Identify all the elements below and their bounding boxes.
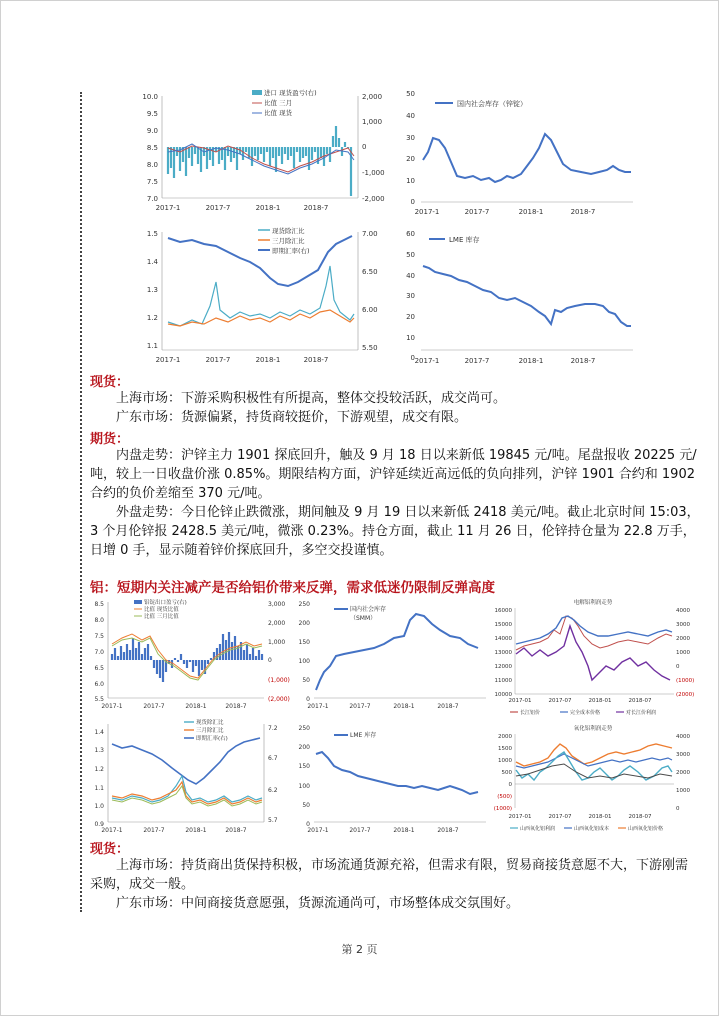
y-right-tick: (2000) xyxy=(676,692,695,698)
zinc-import-ratio-chart xyxy=(140,86,385,216)
legend-label: 进口 现货盈亏(右) xyxy=(264,89,317,97)
y-tick: 9.5 xyxy=(146,110,158,118)
zinc-futures-heading: 期货： xyxy=(90,432,130,447)
legend-label: 三月除汇比 xyxy=(196,728,224,734)
y-right-tick: 6.7 xyxy=(268,755,278,762)
x-tick: 2017-1 xyxy=(155,356,181,364)
y-right-tick: 2,000 xyxy=(362,93,383,101)
x-tick: 2018-07 xyxy=(628,814,652,820)
y-tick: 50 xyxy=(406,251,415,259)
margin-dotted-rule xyxy=(80,92,82,912)
x-tick: 2017-7 xyxy=(464,208,490,216)
x-tick: 2018-1 xyxy=(185,703,207,710)
y-tick: 50 xyxy=(406,90,415,98)
y-right-tick: 1000 xyxy=(676,650,690,656)
y-tick: 100 xyxy=(298,658,310,665)
x-tick: 2017-07 xyxy=(548,814,572,820)
y-tick: 7.0 xyxy=(146,195,158,203)
legend-label: 现货除汇比 xyxy=(272,227,305,235)
y-right-tick: 4000 xyxy=(676,608,690,614)
page-number: 第 2 页 xyxy=(341,943,378,956)
y-tick: 200 xyxy=(298,744,310,751)
y-tick: 8.5 xyxy=(146,144,158,152)
y-right-tick: (2,000) xyxy=(268,696,290,703)
y-right-tick: 6.2 xyxy=(268,787,278,794)
x-tick: 2017-1 xyxy=(307,827,329,834)
legend-label: 完全成本价格 xyxy=(570,710,601,716)
zinc-futures-overseas: 外盘走势：今日伦锌止跌微涨，期间触及 9 月 19 日以来新低 2418 美元/吨。截止北京时间 15:03，3 个月伦锌报 2428.5 美元/吨，微涨 0.23%。持仓方面，截止 11 月 26 日，伦锌持仓量为 22.8 万手，日增 0 手，显示随着锌价探底回升，多空交投谨慎。 xyxy=(90,505,700,558)
x-tick: 2018-1 xyxy=(518,208,544,216)
y-right-tick: 0 xyxy=(676,664,680,670)
y-right-tick: (1,000) xyxy=(268,677,290,684)
y-right-tick: (1000) xyxy=(676,678,695,684)
y-tick: 1.0 xyxy=(94,803,104,810)
y-tick: 11000 xyxy=(494,678,512,684)
y-tick: 1000 xyxy=(498,758,512,764)
y-tick: 0.9 xyxy=(94,821,104,828)
x-tick: 2018-1 xyxy=(393,827,415,834)
y-right-tick: 4000 xyxy=(676,734,690,740)
y-tick: 1.3 xyxy=(146,286,158,294)
y-tick: 15000 xyxy=(494,622,512,628)
x-tick: 2018-01 xyxy=(588,698,612,704)
y-tick: 0 xyxy=(410,198,415,206)
y-tick: 100 xyxy=(298,783,310,790)
x-tick: 2017-7 xyxy=(464,357,490,365)
x-tick: 2017-7 xyxy=(205,204,231,212)
x-tick: 2018-7 xyxy=(303,204,329,212)
y-tick: 50 xyxy=(302,802,310,809)
y-tick: 60 xyxy=(406,230,415,238)
x-tick: 2018-7 xyxy=(437,827,459,834)
y-tick: 0 xyxy=(410,354,415,362)
legend-label: 比值 三月比值 xyxy=(144,614,179,620)
y-right-tick: 7.2 xyxy=(268,725,278,732)
x-tick: 2018-7 xyxy=(570,357,596,365)
y-tick: 1.4 xyxy=(94,729,104,736)
legend-label: 铝锭出口盈亏(右) xyxy=(144,600,187,606)
legend-label: 对长江价利润 xyxy=(626,710,657,716)
x-tick: 2018-7 xyxy=(225,827,247,834)
legend-label: 现货除汇比 xyxy=(196,720,224,726)
zinc-spot-shanghai: 上海市场：下游采购积极性有所提高，整体交投较活跃，成交尚可。 xyxy=(116,391,507,406)
y-right-tick: 0 xyxy=(268,657,272,664)
y-tick: 40 xyxy=(406,272,415,280)
legend-label: LME 库存 xyxy=(449,236,480,244)
zinc-spot-guangdong: 广东市场：货源偏紧，持货商较挺价，下游观望，成交有限。 xyxy=(116,410,468,425)
y-right-tick: 6.50 xyxy=(362,268,378,276)
legend-label: 比值 三月 xyxy=(264,99,293,107)
x-tick: 2017-1 xyxy=(101,703,123,710)
y-right-tick: 0 xyxy=(362,143,367,151)
y-tick: 14000 xyxy=(494,636,512,642)
x-tick: 2018-7 xyxy=(303,356,329,364)
y-tick: 20 xyxy=(406,155,415,163)
legend-label: 国内社会库存 xyxy=(350,606,387,613)
al-alumina-profit-chart xyxy=(488,722,698,834)
x-tick: 2017-1 xyxy=(307,703,329,710)
x-tick: 2017-01 xyxy=(508,698,532,704)
zinc-exchange-ratio-chart xyxy=(140,226,380,366)
y-tick: 1.1 xyxy=(146,342,158,350)
y-tick: 16000 xyxy=(494,608,512,614)
zinc-spot-heading: 现货： xyxy=(90,375,130,390)
legend-label: 比值 现货比值 xyxy=(144,607,179,613)
x-tick: 2018-7 xyxy=(437,703,459,710)
y-tick: 7.5 xyxy=(146,178,158,186)
x-tick: 2017-7 xyxy=(349,703,371,710)
x-tick: 2017-1 xyxy=(101,827,123,834)
y-tick: 13000 xyxy=(494,650,512,656)
legend-label: 山西氧化铝价格 xyxy=(628,826,664,832)
y-tick: 5.5 xyxy=(94,696,104,703)
al-domestic-inventory-chart xyxy=(294,598,490,710)
al-exchange-ratio-chart xyxy=(88,716,288,834)
al-spot-guangdong: 广东市场：中间商接货意愿强，货源流通尚可，市场整体成交氛围好。 xyxy=(116,896,520,911)
legend-label: 比值 现货 xyxy=(264,109,293,117)
y-tick: 20 xyxy=(406,313,415,321)
al-spot-shanghai: 上海市场：持货商出货保持积极，市场流通货源充裕，但需求有限，贸易商接货意愿不大，下游刚需采购，成交一般。 xyxy=(90,858,689,892)
y-tick: (1000) xyxy=(493,806,512,812)
y-right-tick: 1000 xyxy=(676,788,690,794)
y-right-tick: 3000 xyxy=(676,752,690,758)
y-tick: 7.5 xyxy=(94,633,104,640)
legend-label: LME 库存 xyxy=(350,732,377,739)
zinc-futures-domestic: 内盘走势：沪锌主力 1901 探底回升，触及 9 月 18 日以来新低 19845 元/吨。尾盘报收 20225 元/吨，较上一日收盘价涨 0.85%。期限结构方面，沪锌延续近高远低的负向排列，沪锌 1901 合约和 1902 合约的负价差缩至 370 元/吨。 xyxy=(90,448,697,501)
y-tick: 150 xyxy=(298,763,310,770)
x-tick: 2018-1 xyxy=(185,827,207,834)
y-right-tick: 3,000 xyxy=(268,601,286,608)
y-tick: 2000 xyxy=(498,734,512,740)
y-tick: 7.0 xyxy=(94,649,104,656)
x-tick: 2018-7 xyxy=(225,703,247,710)
al-export-ratio-chart xyxy=(88,598,288,710)
y-tick: 8.5 xyxy=(94,601,104,608)
y-tick: 1.2 xyxy=(146,314,158,322)
x-tick: 2017-1 xyxy=(155,204,181,212)
x-tick: 2018-1 xyxy=(393,703,415,710)
y-tick: 30 xyxy=(406,134,415,142)
y-tick: (500) xyxy=(497,794,512,800)
x-tick: 2018-1 xyxy=(255,356,281,364)
chart-title: 电解铝利润走势 xyxy=(573,600,613,606)
y-right-tick: 5.7 xyxy=(268,817,278,824)
x-tick: 2018-07 xyxy=(628,698,652,704)
x-tick: 2017-7 xyxy=(143,703,165,710)
y-right-tick: 2000 xyxy=(676,636,690,642)
y-right-tick: 2,000 xyxy=(268,620,286,627)
x-tick: 2017-7 xyxy=(143,827,165,834)
y-tick: 8.0 xyxy=(146,161,158,169)
y-tick: 1.3 xyxy=(94,747,104,754)
y-tick: 0 xyxy=(306,696,310,703)
y-right-tick: 6.00 xyxy=(362,306,378,314)
y-tick: 10000 xyxy=(494,692,512,698)
y-tick: 150 xyxy=(298,639,310,646)
y-tick: 1.4 xyxy=(146,258,158,266)
legend-label: 三月除汇比 xyxy=(272,237,305,245)
y-tick: 500 xyxy=(501,770,512,776)
x-tick: 2017-1 xyxy=(414,357,440,365)
y-right-tick: -1,000 xyxy=(362,169,385,177)
y-tick: 1500 xyxy=(498,746,512,752)
y-tick: 40 xyxy=(406,112,415,120)
y-tick: 250 xyxy=(298,725,310,732)
y-tick: 1.5 xyxy=(146,230,158,238)
y-right-tick: 5.50 xyxy=(362,344,378,352)
y-tick: 6.0 xyxy=(94,681,104,688)
al-spot-heading: 现货： xyxy=(90,842,130,857)
legend-label: 长江铝价 xyxy=(520,710,541,716)
y-tick: 6.5 xyxy=(94,665,104,672)
chart-title: 氧化铝利润走势 xyxy=(573,726,613,732)
x-tick: 2017-01 xyxy=(508,814,532,820)
y-right-tick: 7.00 xyxy=(362,230,378,238)
y-tick: 8.0 xyxy=(94,617,104,624)
zinc-domestic-inventory-chart xyxy=(395,86,635,216)
legend-label: 山西氧化铝成本 xyxy=(574,826,610,832)
y-tick: 12000 xyxy=(494,664,512,670)
y-right-tick: -2,000 xyxy=(362,195,385,203)
y-tick: 1.1 xyxy=(94,785,104,792)
al-smelter-profit-chart xyxy=(488,596,698,720)
y-tick: 0 xyxy=(508,782,512,788)
legend-label: 即期汇率(右) xyxy=(196,736,228,742)
y-right-tick: 0 xyxy=(676,806,680,812)
y-right-tick: 1,000 xyxy=(268,639,286,646)
aluminum-headline: 铝：短期内关注减产是否给铝价带来反弹，需求低迷仍限制反弹高度 xyxy=(90,580,495,596)
x-tick: 2018-7 xyxy=(570,208,596,216)
legend-label: 即期汇率(右) xyxy=(272,247,310,255)
x-tick: 2017-7 xyxy=(349,827,371,834)
y-tick: 0 xyxy=(306,821,310,828)
al-lme-inventory-chart xyxy=(294,716,490,834)
x-tick: 2018-1 xyxy=(518,357,544,365)
y-tick: 50 xyxy=(302,677,310,684)
y-tick: 10 xyxy=(406,334,415,342)
y-tick: 9.0 xyxy=(146,127,158,135)
x-tick: 2017-1 xyxy=(414,208,440,216)
x-tick: 2018-1 xyxy=(255,204,281,212)
y-right-tick: 2000 xyxy=(676,770,690,776)
y-tick: 10.0 xyxy=(142,93,158,101)
y-tick: 1.2 xyxy=(94,766,104,773)
y-tick: 10 xyxy=(406,177,415,185)
zinc-lme-inventory-chart xyxy=(395,226,635,366)
x-tick: 2017-7 xyxy=(205,356,231,364)
legend-label: （SMM） xyxy=(350,615,377,622)
y-right-tick: 1,000 xyxy=(362,118,383,126)
y-tick: 250 xyxy=(298,601,310,608)
legend-label: 山西氧化铝利润 xyxy=(520,826,556,832)
legend-label: 国内社会库存（锌锭） xyxy=(457,100,527,108)
y-tick: 200 xyxy=(298,620,310,627)
y-tick: 30 xyxy=(406,292,415,300)
x-tick: 2018-01 xyxy=(588,814,612,820)
x-tick: 2017-07 xyxy=(548,698,572,704)
y-right-tick: 3000 xyxy=(676,622,690,628)
